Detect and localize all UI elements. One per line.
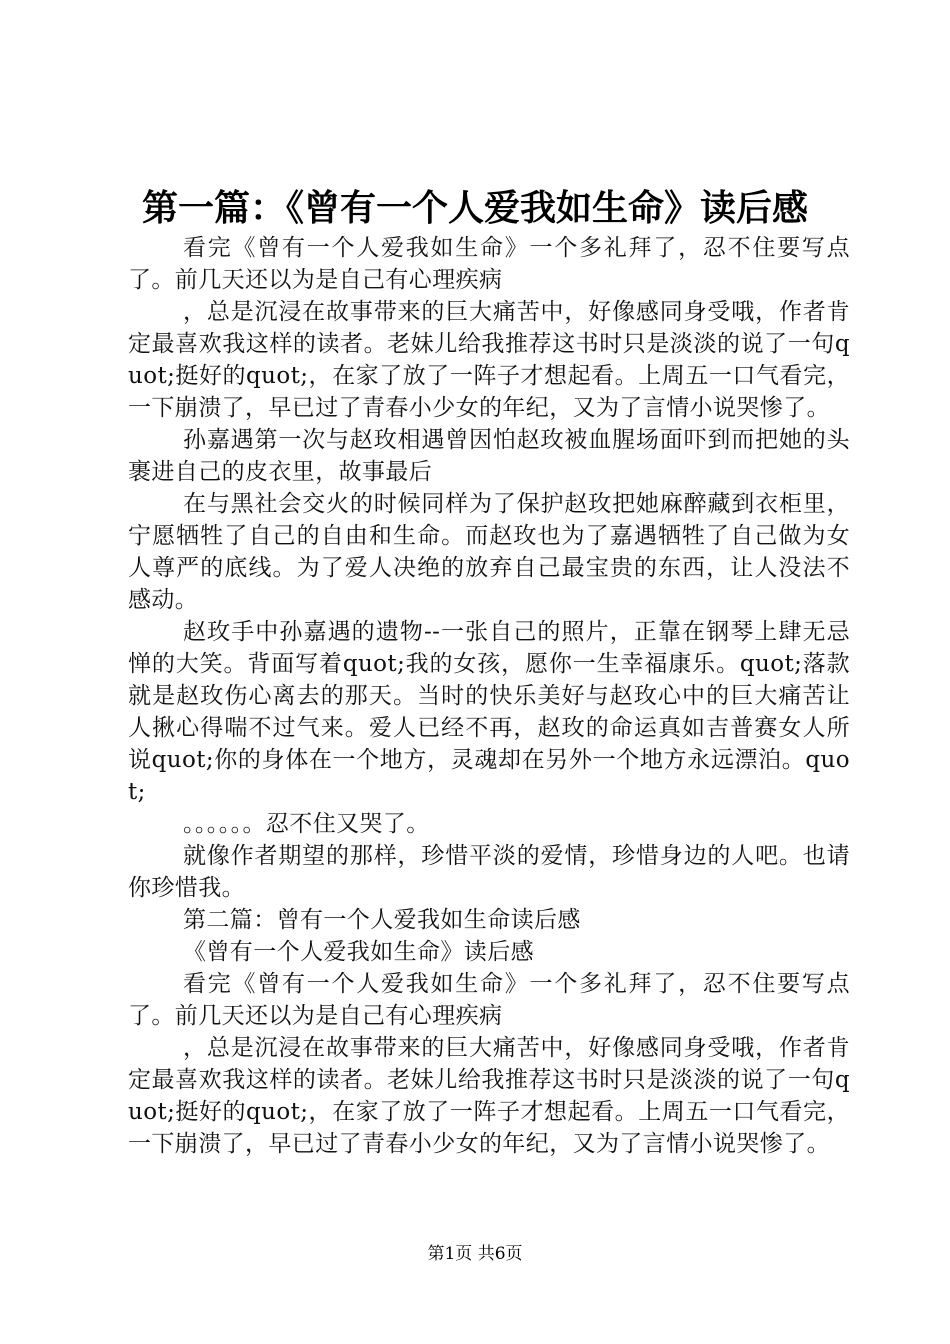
document-title: 第一篇：《曾有一个人爱我如生命》读后感 [141,187,808,229]
paragraph: 赵玫手中孙嘉遇的遗物--一张自己的照片，正靠在钢琴上肆无忌惮的大笑。背面写着quot;我的女孩，愿你一生幸福康乐。quot;落款就是赵玫伤心离去的那天。当时的快乐美好与赵玫心中的巨大痛苦让人揪心得喘不过气来。爱人已经不再，赵玫的命运真如吉普赛女人所说quot;你的身体在一个地方，灵魂却在另外一个地方永远漂泊。quot; [128,619,850,805]
paragraph: 。。。。。。忍不住又哭了。 [183,811,430,837]
document-body [128,232,850,1160]
section-heading: 第二篇：曾有一个人爱我如生命读后感 [183,907,581,933]
page-footer: 第1页 共6页 [427,1244,523,1264]
paragraph: 孙嘉遇第一次与赵玫相遇曾因怕赵玫被血腥场面吓到而把她的头裹进自己的皮衣里，故事最后 [128,427,850,485]
paragraph: 看完《曾有一个人爱我如生命》一个多礼拜了，忍不住要写点了。前几天还以为是自己有心理疾病 [128,235,850,293]
paragraph: 在与黑社会交火的时候同样为了保护赵玫把她麻醉藏到衣柜里，宁愿牺牲了自己的自由和生命。而赵玫也为了嘉遇牺牲了自己做为女人尊严的底线。为了爱人决绝的放弃自己最宝贵的东西，让人没法不感动。 [128,491,850,613]
paragraph: ，总是沉浸在故事带来的巨大痛苦中，好像感同身受哦，作者肯定最喜欢我这样的读者。老妹儿给我推荐这书时只是淡淡的说了一句quot;挺好的quot;，在家了放了一阵子才想起看。上周五一口气看完，一下崩溃了，早已过了青春小少女的年纪，又为了言情小说哭惨了。 [128,299,850,421]
section-subheading: 《曾有一个人爱我如生命》读后感 [183,939,534,965]
paragraph: 就像作者期望的那样，珍惜平淡的爱情，珍惜身边的人吧。也请你珍惜我。 [128,843,850,901]
paragraph: ，总是沉浸在故事带来的巨大痛苦中，好像感同身受哦，作者肯定最喜欢我这样的读者。老妹儿给我推荐这书时只是淡淡的说了一句quot;挺好的quot;，在家了放了一阵子才想起看。上周五一口气看完，一下崩溃了，早已过了青春小少女的年纪，又为了言情小说哭惨了。 [128,1035,850,1157]
paragraph: 看完《曾有一个人爱我如生命》一个多礼拜了，忍不住要写点了。前几天还以为是自己有心理疾病 [128,971,850,1029]
